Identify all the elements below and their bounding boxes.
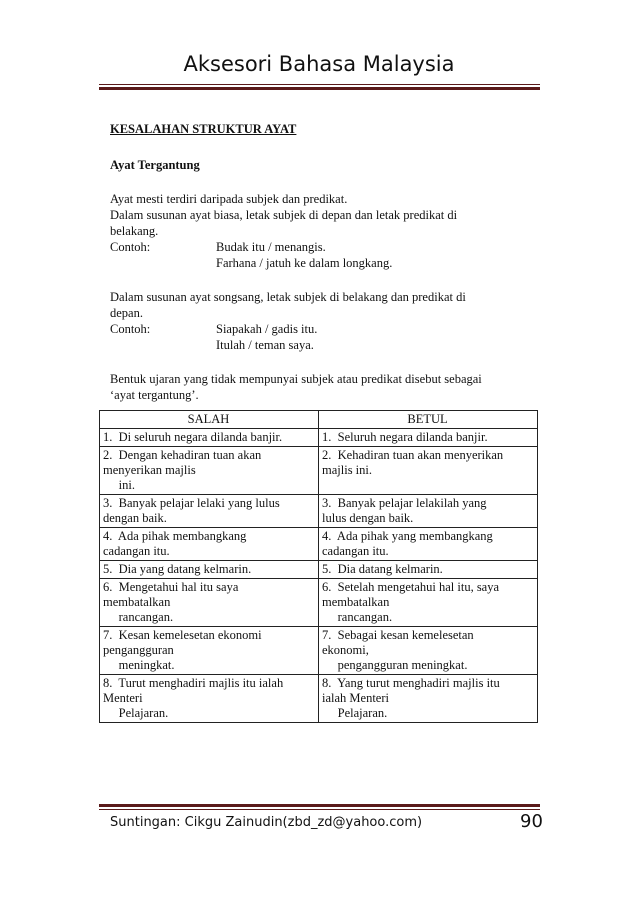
table-cell-betul <box>319 528 538 561</box>
footer-credit: Suntingan: Cikgu Zainudin(zbd_zd@yahoo.com) <box>110 815 423 830</box>
table-cell-salah <box>100 579 319 627</box>
paragraph-3 <box>110 371 530 403</box>
cell-line: ini. <box>103 478 135 492</box>
cell-line: ekonomi, <box>322 643 369 657</box>
cell-line: cadangan itu. <box>103 544 170 558</box>
table-row <box>100 675 538 723</box>
cell-line: 2. Dengan kehadiran tuan akan <box>103 448 262 462</box>
cell-line: membatalkan <box>103 595 171 609</box>
paragraph-line: Dalam susunan ayat biasa, letak subjek di depan dan letak predikat di <box>110 208 458 222</box>
table-cell-salah <box>100 495 319 528</box>
cell-line: membatalkan <box>322 595 390 609</box>
cell-line: 2. Kehadiran tuan akan menyerikan <box>322 448 504 462</box>
table-body <box>100 429 538 723</box>
cell-line: 4. Ada pihak yang membangkang <box>322 529 493 543</box>
document-body <box>110 121 530 403</box>
cell-line: 3. Banyak pelajar lelakilah yang <box>322 496 487 510</box>
footer-rule-thick <box>99 804 540 807</box>
column-header-betul: BETUL <box>319 411 538 429</box>
paragraph-line: belakang. <box>110 224 159 238</box>
paragraph-1 <box>110 191 530 239</box>
section-heading: KESALAHAN STRUKTUR AYAT <box>110 122 297 136</box>
example-label: Contoh: <box>110 322 151 336</box>
cell-line: 6. Mengetahui hal itu saya <box>103 580 239 594</box>
table-cell-betul <box>319 561 538 579</box>
table-row <box>100 627 538 675</box>
header-rule-thin <box>99 84 540 85</box>
table-cell-betul <box>319 429 538 447</box>
cell-line: pengangguran <box>103 643 174 657</box>
cell-line: cadangan itu. <box>322 544 389 558</box>
example-sentence: Siapakah / gadis itu. <box>216 322 318 336</box>
column-header-salah: SALAH <box>100 411 319 429</box>
example-label: Contoh: <box>110 240 151 254</box>
section-subheading: Ayat Tergantung <box>110 158 200 172</box>
salah-betul-table <box>99 410 538 723</box>
cell-line: 5. Dia yang datang kelmarin. <box>103 562 252 576</box>
paragraph-2 <box>110 289 530 321</box>
cell-line: 4. Ada pihak membangkang <box>103 529 247 543</box>
cell-line: dengan baik. <box>103 511 167 525</box>
cell-line: pengangguran meningkat. <box>322 658 468 672</box>
page-header-title: Aksesori Bahasa Malaysia <box>183 52 455 76</box>
cell-line: meningkat. <box>103 658 175 672</box>
table-cell-betul <box>319 495 538 528</box>
table-row <box>100 579 538 627</box>
table-cell-betul <box>319 447 538 495</box>
table-cell-betul <box>319 579 538 627</box>
cell-line: Pelajaran. <box>103 706 169 720</box>
example-block-1 <box>110 239 530 271</box>
cell-line: 6. Setelah mengetahui hal itu, saya <box>322 580 500 594</box>
table-row <box>100 447 538 495</box>
paragraph-line: Bentuk ujaran yang tidak mempunyai subjek atau predikat disebut sebagai <box>110 372 482 386</box>
cell-line: lulus dengan baik. <box>322 511 414 525</box>
cell-line: 8. Turut menghadiri majlis itu ialah <box>103 676 284 690</box>
table-row <box>100 561 538 579</box>
page-number: 90 <box>520 811 543 832</box>
table-cell-betul <box>319 675 538 723</box>
cell-line: 1. Seluruh negara dilanda banjir. <box>322 430 488 444</box>
table-row <box>100 495 538 528</box>
table-cell-salah <box>100 447 319 495</box>
cell-line: ialah Menteri <box>322 691 389 705</box>
example-sentence: Farhana / jatuh ke dalam longkang. <box>216 256 393 270</box>
table-cell-salah <box>100 627 319 675</box>
table-row <box>100 528 538 561</box>
cell-line: majlis ini. <box>322 463 372 477</box>
table-cell-salah <box>100 675 319 723</box>
paragraph-line: ‘ayat tergantung’. <box>110 388 199 402</box>
table-cell-salah <box>100 561 319 579</box>
cell-line: menyerikan majlis <box>103 463 196 477</box>
cell-line: Pelajaran. <box>322 706 388 720</box>
paragraph-line: Ayat mesti terdiri daripada subjek dan predikat. <box>110 192 348 206</box>
cell-line: 7. Sebagai kesan kemelesetan <box>322 628 474 642</box>
table-cell-salah <box>100 429 319 447</box>
table-cell-betul <box>319 627 538 675</box>
paragraph-line: depan. <box>110 306 143 320</box>
cell-line: 5. Dia datang kelmarin. <box>322 562 443 576</box>
cell-line: 1. Di seluruh negara dilanda banjir. <box>103 430 283 444</box>
table-row <box>100 429 538 447</box>
cell-line: rancangan. <box>103 610 174 624</box>
cell-line: Menteri <box>103 691 143 705</box>
table-cell-salah <box>100 528 319 561</box>
paragraph-line: Dalam susunan ayat songsang, letak subjek di belakang dan predikat di <box>110 290 466 304</box>
cell-line: 8. Yang turut menghadiri majlis itu <box>322 676 500 690</box>
example-sentence: Budak itu / menangis. <box>216 240 326 254</box>
footer-rule-thin <box>99 809 540 810</box>
header-rule-thick <box>99 87 540 90</box>
cell-line: 3. Banyak pelajar lelaki yang lulus <box>103 496 280 510</box>
example-sentence: Itulah / teman saya. <box>216 338 314 352</box>
cell-line: 7. Kesan kemelesetan ekonomi <box>103 628 262 642</box>
table-header-row <box>100 411 538 429</box>
example-block-2 <box>110 321 530 353</box>
cell-line: rancangan. <box>322 610 393 624</box>
